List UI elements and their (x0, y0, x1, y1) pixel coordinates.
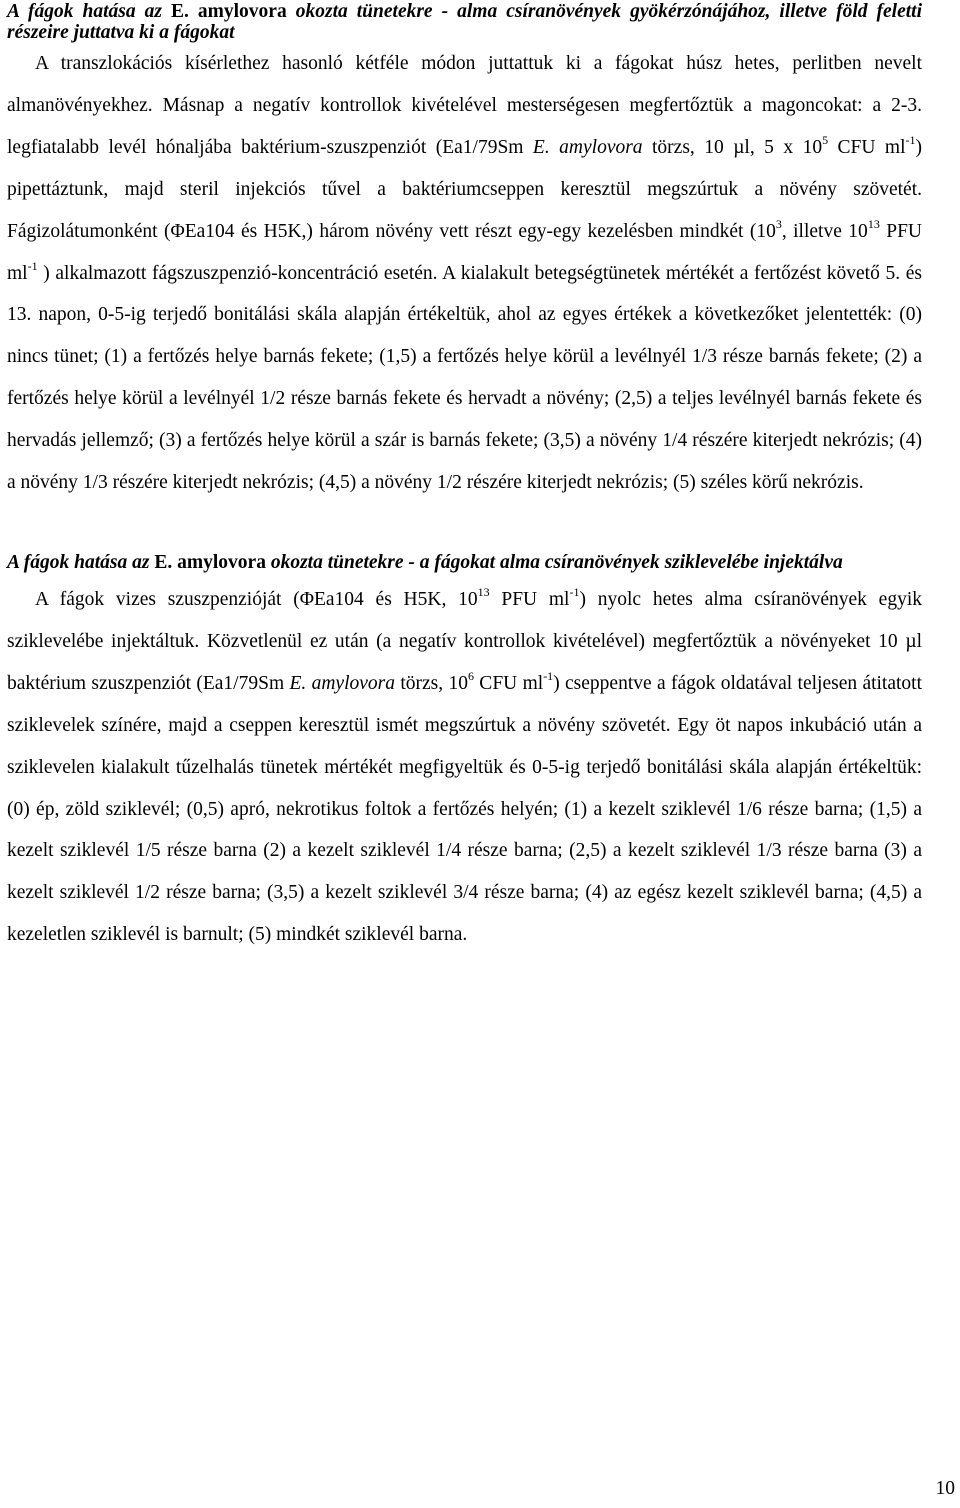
section1-heading-species: E. amylovora (170, 1, 287, 22)
section2-paragraph (7, 579, 922, 956)
text: A fágok vizes szuszpenzióját (ΦEa104 és H5K, 10 (35, 588, 478, 610)
text: CFU ml (473, 672, 544, 694)
section1-heading (7, 1, 922, 43)
text: ) cseppentve a fágok oldatával teljesen átitatott sziklevelek színére, majd a cseppen keresztül ismét megszúrtuk a növény szövetét. Egy öt napos inkubáció után a sziklevelen kialakult tűzelhalás tünetek mértékét megfigyeltük és 0-5-ig terjedő bonitálási skála alapján értékeltük: (0) ép, zöld sziklevél; (0,5) apró, nekrotikus foltok a fertőzés helyén; (1) a kezelt sziklevél 1/6 része barna; (1,5) a kezelt sziklevél 1/5 része barna (2) a kezelt sziklevél 1/4 része barna; (2,5) a kezelt sziklevél 1/3 része barna (3) a kezelt sziklevél 1/2 része barna; (3,5) a kezelt sziklevél 3/4 része barna; (4) az egész kezelt sziklevél barna; (4,5) a kezeletlen sziklevél is barnult; (5) mindkét sziklevél barna. (7, 672, 923, 946)
document-page (7, 0, 922, 956)
section1-heading-part2: okozta tünetekre - alma csíranövények gyökérzónájához, illetve föld feletti részeire juttatva ki a fágokat (7, 1, 922, 43)
text: A transzlokációs kísérlethez hasonló kétféle módon juttattuk ki a fágokat húsz hetes, perlitben nevelt almanövényekhez. Másnap a negatív kontrollok kivételével mesterségesen megfertőztük a magoncokat: a 2-3. legfiatalabb levél hónaljába baktérium-szuszpenziót (Ea1/79Sm (7, 53, 922, 158)
species-name: E. amylovora (532, 136, 643, 158)
superscript: 13 (867, 216, 880, 231)
superscript: 5 (822, 132, 829, 147)
page-number: 10 (935, 1478, 955, 1499)
text: , illetve 10 (781, 220, 868, 242)
text: törzs, 10 µl, 5 x 10 (642, 136, 823, 158)
text: törzs, 10 (395, 672, 468, 694)
text: PFU ml (489, 588, 570, 610)
text: PFU ml (7, 220, 923, 284)
section1-heading-part1: A fágok hatása az (7, 1, 171, 22)
superscript: 6 (467, 668, 474, 683)
text: ) nyolc hetes alma csíranövények egyik sziklevelébe injektáltuk. Közvetlenül ez után (a negatív kontrollok kivételével) megfertőztük a növényeket 10 µl baktérium szuszpenziót (Ea1/79Sm (7, 588, 923, 694)
superscript: -1 (569, 584, 580, 599)
section2-heading (7, 552, 922, 573)
text: ) alkalmazott fágszuszpenzió-koncentráció esetén. A kialakult betegségtünetek mértékét a fertőzést követő 5. és 13. napon, 0-5-ig terjedő bonitálási skála alapján értékeltük, ahol az egyes értékek a következőket jelentették: (0) nincs tünet; (1) a fertőzés helye barnás fekete; (1,5) a fertőzés helye körül a levélnyél 1/3 része barnás fekete; (2) a fertőzés helye körül a levélnyél 1/2 része barnás fekete és hervadt a növény; (2,5) a teljes levélnyél barnás fekete és hervadás jellemző; (3) a fertőzés helye körül a szár is barnás fekete; (3,5) a növény 1/4 részére kiterjedt nekrózis; (4) a növény 1/3 részére kiterjedt nekrózis; (4,5) a növény 1/2 részére kiterjedt nekrózis; (5) széles körű nekrózis. (7, 262, 922, 494)
text: CFU ml (828, 136, 906, 158)
section1-paragraph (7, 43, 922, 504)
superscript: -1 (27, 258, 38, 273)
section2-heading-part1: A fágok hatása az (7, 551, 155, 573)
superscript: 13 (477, 584, 490, 599)
section2-heading-species: E. amylovora (154, 551, 266, 573)
section2-heading-part2: okozta tünetekre - a fágokat alma csíranövények sziklevelébe injektálva (265, 551, 843, 573)
text: ) pipettáztunk, majd steril injekciós tűvel a baktériumcseppen keresztül megszúrtuk a növény szövetét. Fágizolátumonként (ΦEa104 és H5K,) három növény vett részt egy-egy kezelésben mindkét (10 (7, 136, 922, 242)
superscript: -1 (543, 668, 554, 683)
species-name: E. amylovora (289, 672, 395, 694)
superscript: 3 (775, 216, 782, 231)
superscript: -1 (905, 132, 916, 147)
